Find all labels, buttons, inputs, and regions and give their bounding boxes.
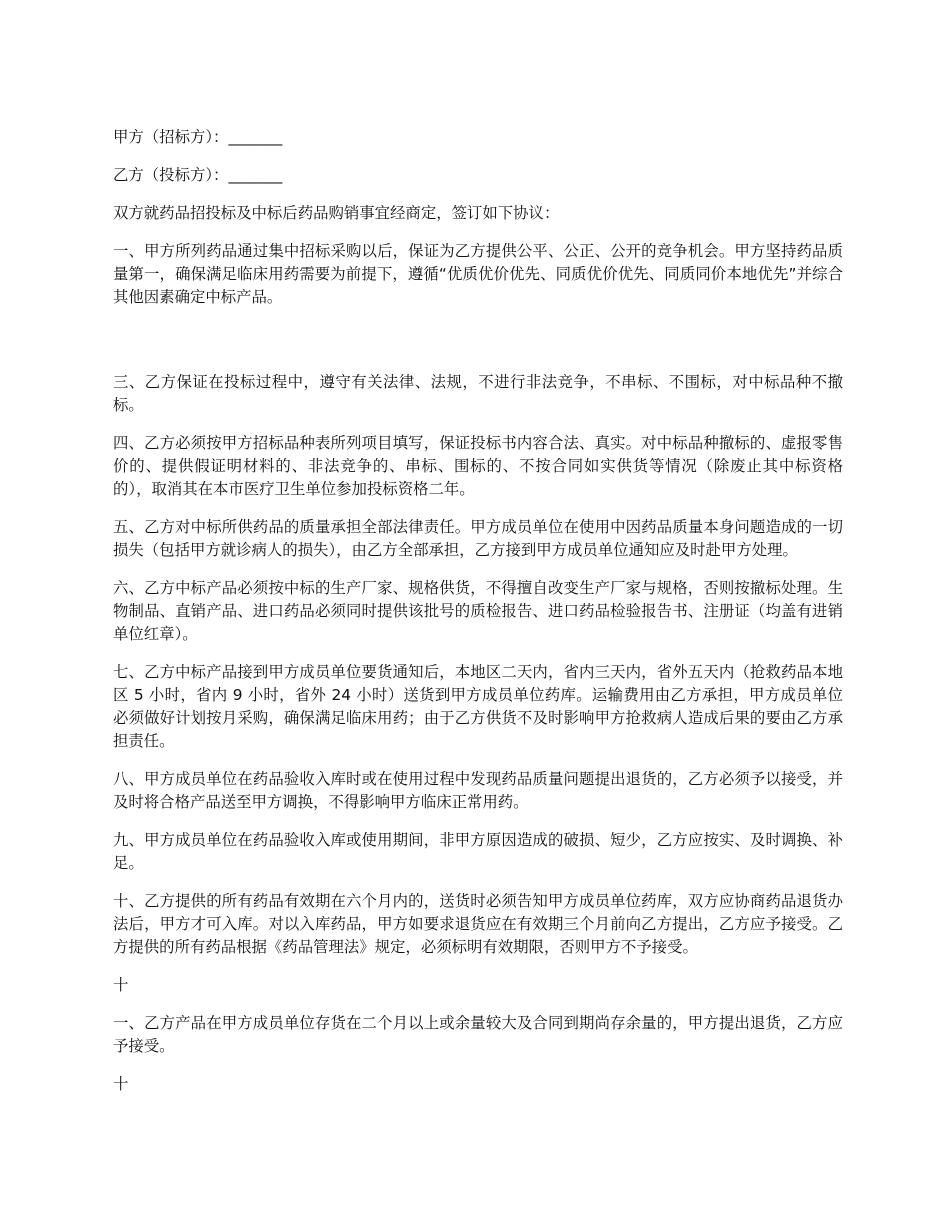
clause-5: 五、乙方对中标所供药品的质量承担全部法律责任。甲方成员单位在使用中因药品质量本身问题造成的一切损失（包括甲方就诊病人的损失），由乙方全部承担，乙方接到甲方成员单位通知应及时赴甲方处理。 [113, 518, 843, 559]
clause-8: 八、甲方成员单位在药品验收入库时或在使用过程中发现药品质量问题提出退货的，乙方必须予以接受，并及时将合格产品送至甲方调换，不得影响甲方临床正常用药。 [113, 770, 843, 811]
party-a-line [113, 126, 843, 149]
party-a-blank: _______ [228, 128, 283, 146]
clause-9: 九、甲方成员单位在药品验收入库或使用期间，非甲方原因造成的破损、短少，乙方应按实、及时调换、补足。 [113, 831, 843, 872]
clause-12-prefix: 十 [113, 1075, 129, 1093]
clause-11: 一、乙方产品在甲方成员单位存货在二个月以上或余量较大及合同到期尚存余量的，甲方提出退货，乙方应予接受。 [113, 1014, 843, 1055]
contract-document [113, 126, 843, 1096]
party-b-label: 乙方（投标方）： [113, 166, 229, 184]
clause-10: 十、乙方提供的所有药品有效期在六个月内的，送货时必须告知甲方成员单位药库，双方应协商药品退货办法后，甲方才可入库。对以入库药品，甲方如要求退货应在有效期三个月前向乙方提出，乙方应予接受。乙方提供的所有药品根据《药品管理法》规定，必须标明有效期限，否则甲方不予接受。 [113, 892, 843, 956]
party-b-line [113, 164, 843, 187]
intro-paragraph: 双方就药品招投标及中标后药品购销事宜经商定，签订如下协议： [113, 204, 560, 222]
clause-11-prefix: 十 [113, 976, 129, 994]
clause-6: 六、乙方中标产品必须按中标的生产厂家、规格供货，不得擅自改变生产厂家与规格，否则按撤标处理。生物制品、直销产品、进口药品必须同时提供该批号的质检报告、进口药品检验报告书、注册证（均盖有进销单位红章）。 [113, 579, 843, 643]
party-a-label: 甲方（招标方）： [113, 128, 229, 146]
clause-4: 四、乙方必须按甲方招标品种表所列项目填写，保证投标书内容合法、真实。对中标品种撤标的、虚报零售价的、提供假证明材料的、非法竞争的、串标、围标的、不按合同如实供货等情况（除废止其中标资格的），取消其在本市医疗卫生单位参加投标资格二年。 [113, 434, 843, 498]
clause-7: 七、乙方中标产品接到甲方成员单位要货通知后，本地区二天内，省内三天内，省外五天内（抢救药品本地区 5 小时，省内 9 小时，省外 24 小时）送货到甲方成员单位药库。运输费用由乙方承担，甲方成员单位必须做好计划按月采购，确保满足临床用药；由于乙方供货不及时影响甲方抢救病人造成后果的要由乙方承担责任。 [113, 663, 843, 750]
clause-1: 一、甲方所列药品通过集中招标采购以后，保证为乙方提供公平、公正、公开的竞争机会。甲方坚持药品质量第一，确保满足临床用药需要为前提下，遵循“优质优价优先、同质优价优先、同质同价本地优先”并综合其他因素确定中标产品。 [113, 242, 843, 306]
clause-3: 三、乙方保证在投标过程中，遵守有关法律、法规，不进行非法竞争，不串标、不围标，对中标品种不撤标。 [113, 373, 843, 414]
party-b-blank: _______ [228, 166, 283, 184]
